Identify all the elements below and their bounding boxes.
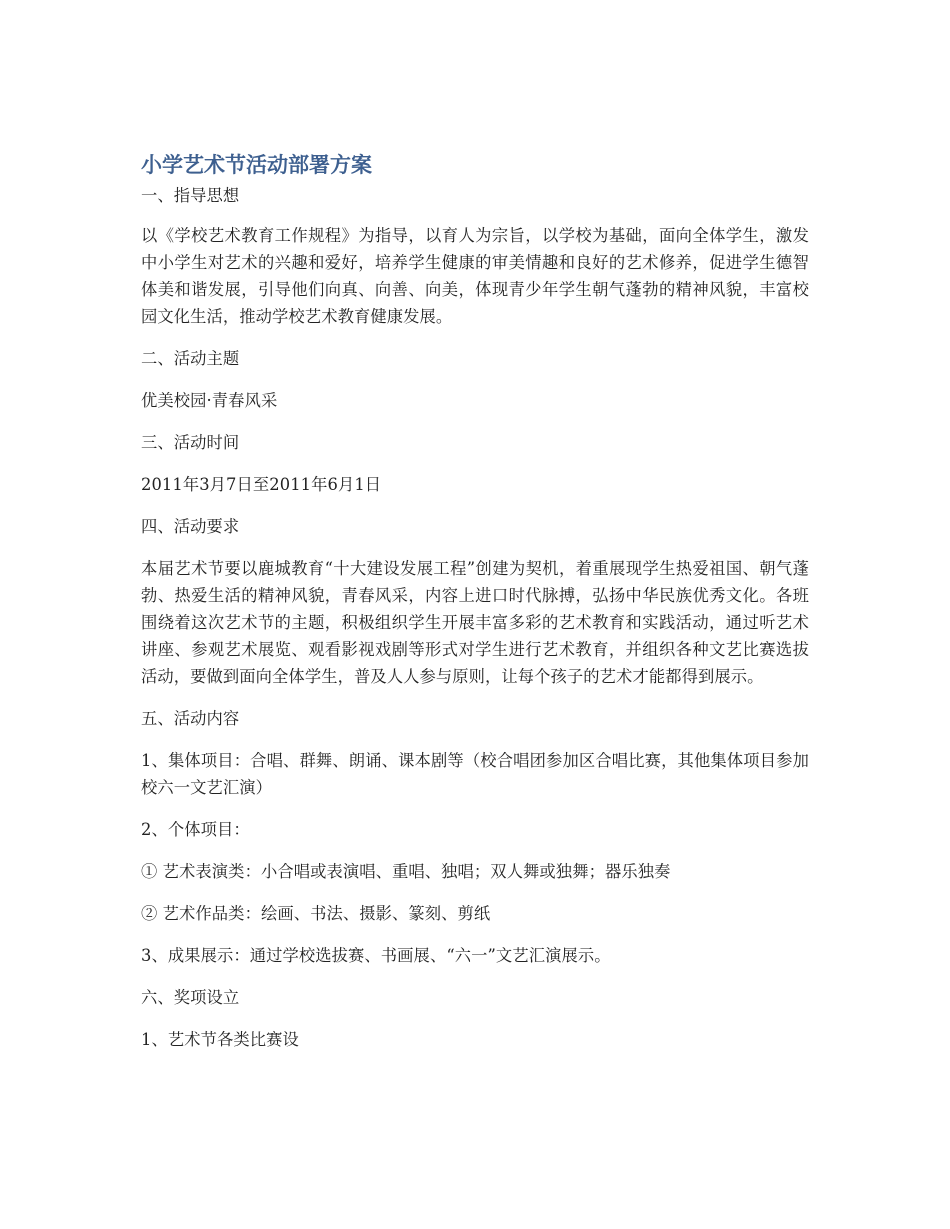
section-heading-theme: 二、活动主题 bbox=[141, 349, 240, 368]
list-item-showcase: 3、成果展示：通过学校选拔赛、书画展、“六一”文艺汇演展示。 bbox=[141, 946, 611, 965]
list-item-artworks: ② 艺术作品类：绘画、书法、摄影、篆刻、剪纸 bbox=[141, 904, 491, 923]
list-item-group-projects: 1、集体项目：合唱、群舞、朗诵、课本剧等（校合唱团参加区合唱比赛，其他集体项目参加校六一文艺汇演） bbox=[141, 751, 809, 797]
section-heading-content: 五、活动内容 bbox=[141, 709, 240, 728]
section-heading-guiding-ideology: 一、指导思想 bbox=[141, 186, 240, 205]
paragraph-theme: 优美校园·青春风采 bbox=[141, 391, 278, 410]
section-heading-awards: 六、奖项设立 bbox=[141, 988, 240, 1007]
document-page bbox=[141, 150, 809, 1068]
paragraph-requirements: 本届艺术节要以鹿城教育“十大建设发展工程”创建为契机，着重展现学生热爱祖国、朝气蓬勃、热爱生活的精神风貌，青春风采，内容上进口时代脉搏，弘扬中华民族优秀文化。各班围绕着这次艺术节的主题，积极组织学生开展丰富多彩的艺术教育和实践活动，通过听艺术讲座、参观艺术展览、观看影视戏剧等形式对学生进行艺术教育，并组织各种文艺比赛选拔活动，要做到面向全体学生，普及人人参与原则，让每个孩子的艺术才能都得到展示。 bbox=[141, 559, 809, 686]
section-heading-time: 三、活动时间 bbox=[141, 433, 240, 452]
paragraph-guiding-ideology: 以《学校艺术教育工作规程》为指导，以育人为宗旨，以学校为基础，面向全体学生，激发中小学生对艺术的兴趣和爱好，培养学生健康的审美情趣和良好的艺术修养，促进学生德智体美和谐发展，引导他们向真、向善、向美，体现青少年学生朝气蓬勃的精神风貌，丰富校园文化生活，推动学校艺术教育健康发展。 bbox=[141, 226, 809, 326]
document-title: 小学艺术节活动部署方案 bbox=[141, 153, 372, 177]
list-item-individual-projects: 2、个体项目： bbox=[141, 820, 250, 839]
list-item-performance: ① 艺术表演类：小合唱或表演唱、重唱、独唱；双人舞或独舞；器乐独奏 bbox=[141, 862, 671, 881]
section-heading-requirements: 四、活动要求 bbox=[141, 517, 240, 536]
list-item-award-categories: 1、艺术节各类比赛设 bbox=[141, 1030, 299, 1049]
paragraph-time: 2011年3月7日至2011年6月1日 bbox=[141, 475, 382, 494]
